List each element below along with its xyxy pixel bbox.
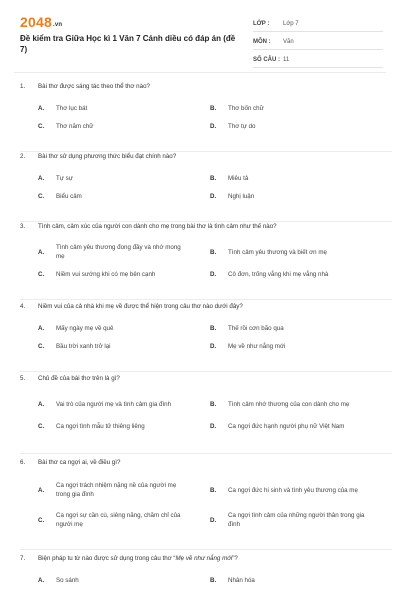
- options: [20, 169, 392, 205]
- option-text: Tự sự: [56, 174, 73, 182]
- option-text: Ca ngợi đức hi sinh và tình yêu thương của mẹ: [228, 486, 358, 494]
- question-text: [20, 152, 392, 161]
- option-b[interactable]: [192, 319, 372, 337]
- option-letter: D.: [210, 192, 217, 200]
- option-a[interactable]: [20, 475, 192, 505]
- meta-row-class: [253, 14, 383, 32]
- question-text: [20, 374, 392, 383]
- options: [20, 391, 392, 435]
- option-b[interactable]: [192, 391, 372, 417]
- option-b[interactable]: [192, 169, 372, 187]
- option-letter: B.: [210, 576, 217, 584]
- option-text: Ca ngợi tình mẫu tử thiêng liêng: [56, 422, 145, 430]
- question-body: Bài thơ được sáng tác theo thể thơ nào?: [38, 83, 150, 90]
- option-text: Vai trò của người mẹ và tình cảm gia đình: [56, 400, 172, 408]
- question-6: [20, 458, 392, 550]
- question-2: [20, 152, 392, 222]
- option-text: Ca ngợi sự cần cù, siêng năng, chăm chỉ của người mẹ: [56, 512, 181, 528]
- option-text: Nhân hóa: [228, 576, 255, 584]
- meta-label: LỚP :: [253, 21, 270, 27]
- document-title: Đề kiểm tra Giữa Học kì 1 Văn 7 Cánh diều có đáp án (đề 7): [20, 34, 236, 54]
- question-4: [20, 302, 392, 372]
- option-d[interactable]: [192, 337, 372, 355]
- option-text: Ca ngợi trách nhiệm nặng nề của người mẹ trong gia đình: [56, 482, 177, 498]
- option-d[interactable]: [192, 417, 372, 435]
- option-text: Thế rồi cơn bão qua: [228, 324, 284, 332]
- option-letter: B.: [210, 324, 217, 332]
- option-text: So sánh: [56, 576, 79, 584]
- option-letter: B.: [210, 174, 217, 182]
- option-text: Thơ tự do: [228, 122, 256, 130]
- option-letter: A.: [38, 324, 45, 332]
- header-divider: [14, 72, 386, 73]
- option-text: Tình cảm yêu thương đong đầy và nhớ mong mẹ: [56, 244, 181, 260]
- option-a[interactable]: [20, 239, 192, 265]
- option-letter: C.: [38, 122, 45, 130]
- question-number: 2.: [20, 153, 26, 160]
- option-d[interactable]: [192, 265, 372, 283]
- option-letter: A.: [38, 104, 45, 112]
- option-c[interactable]: [20, 265, 192, 283]
- option-letter: D.: [210, 122, 217, 130]
- option-a[interactable]: [20, 571, 192, 589]
- option-a[interactable]: [20, 99, 192, 117]
- question-number: 5.: [20, 375, 26, 382]
- question-body: [38, 554, 392, 563]
- site-logo[interactable]: [20, 14, 62, 30]
- option-text: Thơ lục bát: [56, 104, 88, 112]
- option-text: Tình cảm yêu thương và biết ơn mẹ: [228, 248, 327, 256]
- option-letter: A.: [38, 248, 45, 256]
- quoted-verse: Mẹ về như nắng mới: [175, 555, 233, 562]
- question-body: Niềm vui của cả nhà khi mẹ về được thể hiện trong câu thơ nào dưới đây?: [38, 303, 243, 310]
- option-letter: B.: [210, 248, 217, 256]
- option-letter: D.: [210, 516, 217, 524]
- question-number: 3.: [20, 223, 26, 230]
- option-letter: C.: [38, 342, 45, 350]
- question-body-start: Biện pháp tu từ nào được sử dụng trong câu thơ “: [38, 555, 176, 562]
- question-text: [20, 458, 392, 467]
- option-c[interactable]: [20, 417, 192, 435]
- option-a[interactable]: [20, 169, 192, 187]
- options: [20, 99, 392, 135]
- option-letter: D.: [210, 270, 217, 278]
- option-letter: A.: [38, 486, 45, 494]
- option-text: Thơ bốn chữ: [228, 104, 264, 112]
- question-number: 4.: [20, 303, 26, 310]
- question-body: Tình cảm, cảm xúc của người con dành cho mẹ trong bài thơ là tình cảm như thế nào?: [38, 223, 277, 230]
- option-text: Biểu cảm: [56, 192, 82, 200]
- option-letter: C.: [38, 422, 45, 430]
- question-body: Chủ đề của bài thơ trên là gì?: [38, 375, 120, 382]
- logo-main: 2048: [20, 14, 52, 30]
- option-b[interactable]: [192, 239, 372, 265]
- option-a[interactable]: [20, 319, 192, 337]
- document-meta: [253, 14, 383, 68]
- option-text: Ca ngợi đức hạnh người phụ nữ Việt Nam: [228, 422, 345, 430]
- option-text: Miêu tả: [228, 174, 249, 182]
- option-text: Nghị luận: [228, 192, 255, 200]
- option-letter: C.: [38, 270, 45, 278]
- option-text: Ca ngợi tình cảm của những người thân trong gia đình: [228, 512, 365, 528]
- option-c[interactable]: [20, 337, 192, 355]
- meta-value: 11: [283, 57, 290, 63]
- option-letter: B.: [210, 104, 217, 112]
- question-3: [20, 222, 392, 300]
- option-text: Thơ năm chữ: [56, 122, 94, 130]
- question-text: [20, 82, 392, 91]
- meta-row-question-count: [253, 50, 383, 68]
- question-number: 6.: [20, 459, 26, 466]
- option-text: Niềm vui sướng khi có mẹ bên cạnh: [56, 270, 156, 278]
- meta-label: SỐ CÂU :: [253, 57, 280, 63]
- option-letter: A.: [38, 400, 45, 408]
- options: [20, 571, 392, 589]
- logo-suffix: .vn: [52, 22, 63, 28]
- option-text: Tình cảm nhớ thương của con dành cho mẹ: [228, 400, 350, 408]
- option-c[interactable]: [20, 505, 192, 535]
- question-1: [20, 82, 392, 152]
- question-body-end: ”?: [232, 555, 238, 562]
- option-text: Cô đơn, trống vắng khi mẹ vắng nhà: [228, 270, 329, 278]
- option-c[interactable]: [20, 187, 192, 205]
- option-letter: D.: [210, 342, 217, 350]
- option-b[interactable]: [192, 99, 372, 117]
- meta-value: Văn: [283, 39, 294, 45]
- option-letter: B.: [210, 486, 217, 494]
- question-body: Bài thơ sử dụng phương thức biểu đạt chính nào?: [38, 153, 177, 160]
- option-text: Bầu trời xanh trở lại: [56, 342, 111, 350]
- option-text: Mấy ngày mẹ về quê: [56, 324, 114, 332]
- question-text: [20, 222, 392, 231]
- option-a[interactable]: [20, 391, 192, 417]
- question-text: [20, 554, 392, 563]
- options: [20, 475, 392, 535]
- option-letter: A.: [38, 576, 45, 584]
- meta-row-subject: [253, 32, 383, 50]
- option-d[interactable]: [192, 117, 372, 135]
- page-header: [0, 0, 400, 72]
- question-body: Bài thơ ca ngợi ai, về điều gì?: [38, 459, 121, 466]
- option-letter: C.: [38, 192, 45, 200]
- options: [20, 319, 392, 355]
- option-b[interactable]: [192, 475, 372, 505]
- option-letter: A.: [38, 174, 45, 182]
- meta-label: MÔN :: [253, 39, 271, 45]
- option-letter: D.: [210, 422, 217, 430]
- option-c[interactable]: [20, 117, 192, 135]
- meta-value: Lớp 7: [283, 21, 299, 27]
- option-letter: B.: [210, 400, 217, 408]
- option-text: Mẹ về như nắng mới: [228, 342, 286, 350]
- option-letter: C.: [38, 516, 45, 524]
- question-number: 1.: [20, 83, 26, 90]
- question-5: [20, 374, 392, 454]
- options: [20, 239, 392, 283]
- option-b[interactable]: [192, 571, 372, 589]
- option-d[interactable]: [192, 187, 372, 205]
- option-d[interactable]: [192, 505, 372, 535]
- question-7: [20, 554, 392, 600]
- question-text: [20, 302, 392, 311]
- question-number: 7.: [20, 555, 26, 562]
